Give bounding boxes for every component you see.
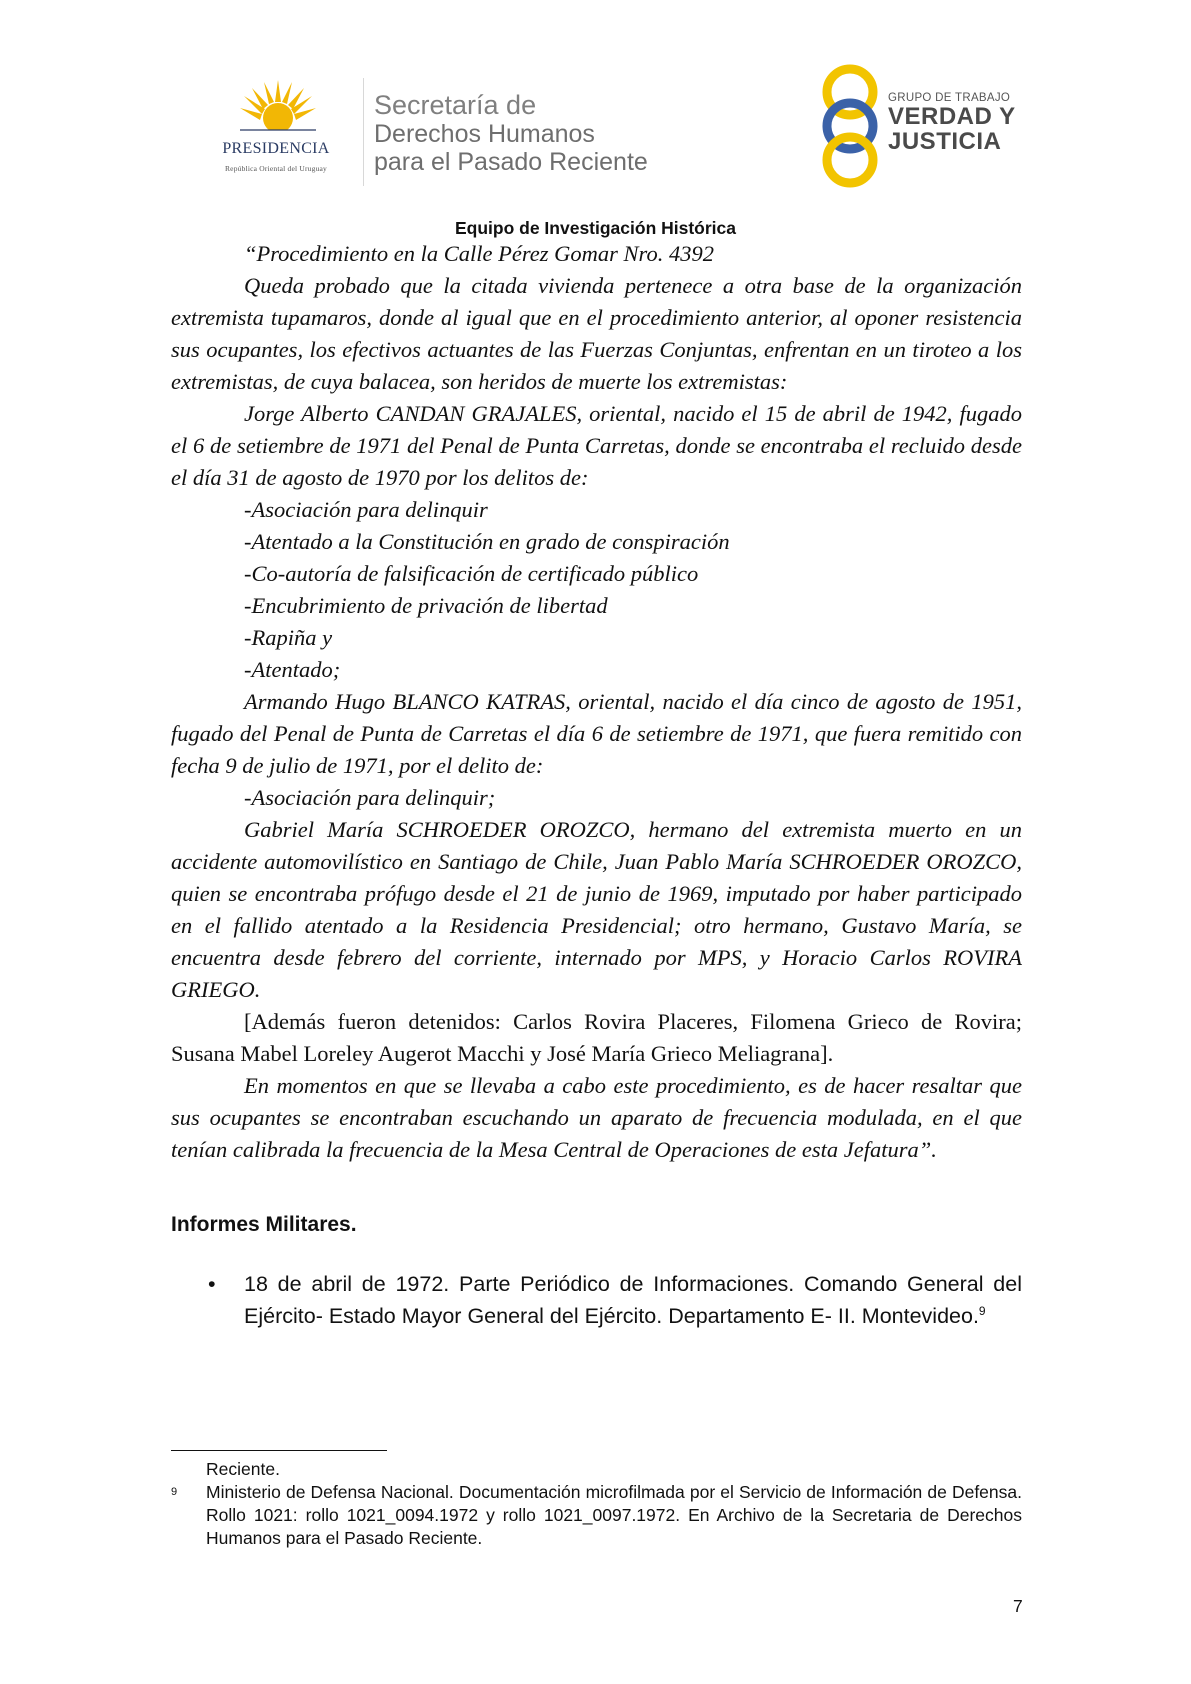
footnote-9 [171, 1481, 1022, 1550]
footnote-ref[interactable]: 9 [978, 1303, 986, 1318]
presidencia-subtitle: República Oriental del Uruguay [224, 164, 327, 173]
section-title: Informes Militares. [171, 1213, 357, 1236]
bullet-text: 18 de abril de 1972. Parte Periódico de Informaciones. Comando General del Ejército- Estado Mayor General del Ejército. Departamento E- II. Montevideo. [244, 1272, 1022, 1328]
sun-emblem-icon [238, 78, 318, 144]
paragraph: “Procedimiento en la Calle Pérez Gomar Nro. 4392 [244, 241, 714, 266]
secretaria-line-2: Derechos Humanos [374, 120, 595, 148]
paragraph: -Asociación para delinquir; [244, 785, 496, 810]
secretaria-logo [374, 90, 714, 176]
paragraph: -Co-autoría de falsificación de certificado público [244, 561, 699, 586]
paragraph: Jorge Alberto CANDAN GRAJALES, oriental, nacido el 15 de abril de 1942, fugado el 6 de setiembre de 1971 del Penal de Punta Carretas, donde se encontraba el recluido desde el día 31 de agosto de 1970 por los delitos de: [171, 401, 1022, 490]
paragraph: Gabriel María SCHROEDER OROZCO, hermano del extremista muerto en un accidente automovilístico en Santiago de Chile, Juan Pablo María SCHROEDER OROZCO, quien se encontraba prófugo desde el 21 de junio de 1969, imputado por haber participado en el fallido atentado a la Residencia Presidencial; otro hermano, Gustavo María, se encuentra desde febrero del corriente, internado por MPS, y Horacio Carlos ROVIRA GRIEGO. [171, 817, 1022, 1002]
presidencia-name: PRESIDENCIA [222, 140, 330, 157]
paragraph: -Encubrimiento de privación de libertad [244, 593, 608, 618]
footnote-text: Ministerio de Defensa Nacional. Documentación microfilmada por el Servicio de Información de Defensa. Rollo 1021: rollo 1021_0094.1972 y rollo 1021_0097.1972. En Archivo de la Secretaria de Derechos Humanos para el Pasado Reciente. [206, 1482, 1022, 1548]
paragraph: -Asociación para delinquir [244, 497, 488, 522]
presidencia-logo [196, 76, 356, 186]
page-number: 7 [1013, 1596, 1023, 1616]
secretaria-line-1: Secretaría de [374, 90, 537, 120]
paragraph: [Además fueron detenidos: Carlos Rovira Placeres, Filomena Grieco de Rovira; Susana Mabel Loreley Augerot Macchi y José María Grieco Meliagrana]. [171, 1009, 1022, 1066]
gtvj-line-2: VERDAD Y [888, 103, 1016, 130]
gtvj-line-1: GRUPO DE TRABAJO [888, 92, 1011, 104]
footnote-continuation [171, 1458, 1022, 1481]
verdad-justicia-logo [810, 62, 1030, 190]
paragraph: En momentos en que se llevaba a cabo este procedimiento, es de hacer resaltar que sus ocupantes se encontraban escuchando un aparato de frecuencia modulada, en el que tenían calibrada la frecuencia de la Mesa Central de Operaciones de esta Jefatura”. [171, 1073, 1022, 1162]
footnote-continuation-text: Reciente. [206, 1459, 280, 1479]
bullet-text-block [244, 1268, 1022, 1332]
team-title: Equipo de Investigación Histórica [454, 218, 737, 238]
bullet-list-item [171, 1268, 1022, 1332]
header-divider [363, 78, 364, 186]
gtvj-line-3: JUSTICIA [888, 128, 1002, 155]
footnote-separator [171, 1450, 387, 1451]
paragraph: Armando Hugo BLANCO KATRAS, oriental, nacido el día cinco de agosto de 1951, fugado del Penal de Punta de Carretas el día 6 de setiembre de 1971, que fuera remitido con fecha 9 de julio de 1971, por el delito de: [171, 689, 1022, 778]
paragraph: -Atentado a la Constitución en grado de conspiración [244, 529, 730, 554]
footnote-number: 9 [171, 1486, 178, 1498]
paragraph: Queda probado que la citada vivienda pertenece a otra base de la organización extremista tupamaros, donde al igual que en el procedimiento anterior, al oponer resistencia sus ocupantes, los efectivos actuantes de las Fuerzas Conjuntas, enfrentan en un tiroteo a los extremistas, de cuya balacea, son heridos de muerte los extremistas: [171, 273, 1022, 394]
paragraph: -Atentado; [244, 657, 341, 682]
bullet-icon: • [208, 1272, 216, 1296]
paragraph: -Rapiña y [244, 625, 333, 650]
secretaria-line-3: para el Pasado Reciente [374, 148, 648, 176]
document-body [171, 238, 1022, 1166]
page-header [0, 0, 1191, 215]
verdad-justicia-text [888, 92, 1016, 154]
